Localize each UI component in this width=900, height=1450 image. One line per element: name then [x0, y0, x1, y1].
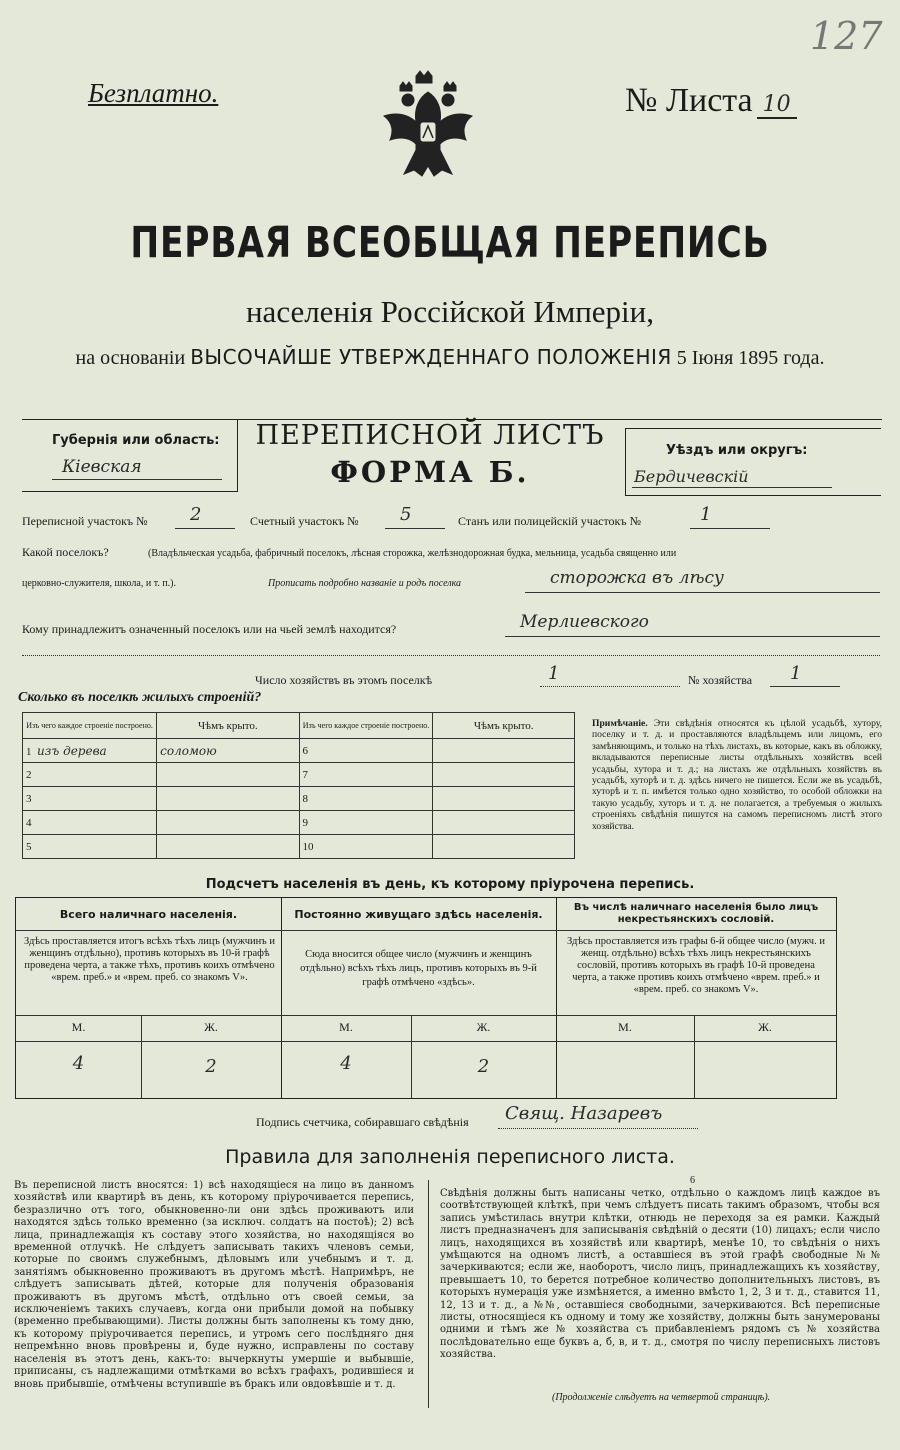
- page-mark: 6: [690, 1175, 695, 1186]
- uezd-value: Бердичевскій: [634, 467, 749, 486]
- sheet-number-label: № Листа: [625, 82, 753, 119]
- double-headed-eagle-icon: [378, 70, 478, 182]
- rules-divider: [428, 1180, 429, 1408]
- form-title: ПЕРЕПИСНОЙ ЛИСТЪ: [255, 420, 605, 451]
- col1-title: Всего наличнаго населенія.: [59, 908, 238, 921]
- buildings-note: Примѣчаніе. Эти свѣдѣнія относятся къ цѣлой усадьбѣ, хутору, поселку и т. д. и проставляются владѣльцемъ или лицомъ, его замѣняющимъ, и только на тѣхъ листахъ, въ которые, какъ въ обложку, вкладываются переписные листы отдѣльныхъ хозяйствъ всей усадьбы, хутора и т. д.; на листахъ же отдѣльныхъ хозяйствъ въ усадьбѣ, хуторѣ и т. д. здѣсь ничего не пишется. Если же въ усадьбѣ, хуторѣ и т. п. имѣется только одно хозяйство, то особой обложки на такую усадьбу, хуторъ и т. д. не полагается, а требуемыя о жилыхъ строеніяхъ свѣдѣнія пишутся на самомъ переписномъ листѣ этого хозяйства.: [592, 718, 883, 832]
- signature-value: Свящ. Назаревъ: [505, 1103, 663, 1124]
- table-row: 4: [23, 811, 157, 835]
- population-title: Подсчетъ населенія въ день, къ которому пріурочена перепись.: [205, 877, 695, 892]
- settlement-hint-3: Прописать подробно названіе и родъ поселка: [268, 578, 462, 589]
- m-label: М.: [618, 1020, 632, 1034]
- uezd-box: [625, 428, 881, 496]
- m-label: М.: [339, 1020, 353, 1034]
- permanent-m-value: 4: [340, 1053, 352, 1074]
- household-no-label: № хозяйства: [688, 673, 753, 687]
- rules-right: Свѣдѣнія должны быть написаны четко, отдѣльно о каждомъ лицѣ каждое въ соотвѣтствующей клѣткѣ, при чемъ слѣдуетъ писать такимъ образомъ, чтобы вся запись умѣстилась внутри клѣтки, отнюдь не переходя за ея рамки. Каждый листъ предназначенъ для записыванія свѣдѣній о десяти (10) лицахъ; если число лицъ, находящихся въ хозяйствѣ или квартирѣ, менѣе 10, то свѣдѣнія о нихъ умѣщаются на одномъ листѣ, а оставшіеся въ этой графѣ свободные №№ зачеркиваются; если же, наоборотъ, число лицъ, принадлежащихъ къ хозяйству, превышаетъ 10, то берется потребное количество дополнительныхъ листовъ, въ которыхъ нумерація уже измѣняется, а именно вмѣсто 1, 2, 3 и т. д., ставится 11, 12, 13 и т. д., а №№, оставшіеся свободными, зачеркиваются. Всѣ переписные листы, относящіеся къ одному и тому же хозяйству, должны быть занумерованы одними и тѣмъ же № хозяйства съ прибавленіемъ рядомъ съ № хозяйства послѣдовательно еще буквъ а, б, в, и т. д., смотря по числу переписныхъ листовъ хозяйства.: [440, 1188, 880, 1361]
- total-f-value: 2: [205, 1056, 217, 1077]
- settlement-value: сторожка въ лѣсу: [550, 568, 724, 588]
- household-no-value: 1: [790, 663, 802, 684]
- count-district-value: 5: [400, 504, 412, 525]
- rules-left: Въ переписной листъ вносятся: 1) всѣ находящіеся на лицо въ данномъ хозяйствѣ или квартирѣ въ день, къ которому пріурочивается перепись, безразлично отъ того, обыкновенно-ли они здѣсь проживаютъ или находятся здѣсь только временно (за исключ. солдатъ на постоѣ); 2) всѣ лица, принадлежащія къ составу этого хозяйства, но находящіяся во временной отлучкѣ. Не слѣдуетъ записывать такихъ членовъ семьи, которые по своимъ служебнымъ, дѣловымъ или учебнымъ и т. д. занятіямъ обыкновенно проживаютъ въ другомъ мѣстѣ. Напримѣръ, не слѣдуетъ записывать дѣтей, которые для полученія образованія проживаютъ въ другомъ мѣстѣ, отдѣльно отъ своей семьи, за исключеніемъ такихъ случаевъ, когда они прибыли домой на побывку (временно пребывающими). Листы должны быть заполнены къ тому дню, къ которому пріурочивается перепись, и утромъ сего послѣдняго дня непремѣнно вновь провѣрены и, буде нужно, исправлены по составу населенія въ этотъ день, какъ-то: вычеркнуты умершіе и выбывшіе, приписаны, съ надлежащими отмѣтками во всѣхъ графахъ, родившіеся и вновь прибывшіе, отмѣчены вступившіе въ бракъ или овдовѣвшіе и т. д.: [14, 1180, 414, 1390]
- table-row: 9: [299, 811, 433, 835]
- buildings-table: [22, 712, 575, 859]
- col-roof-left: Чѣмъ крыто.: [157, 713, 299, 739]
- table-row: 6: [299, 739, 433, 763]
- col2-title: Постоянно живущаго здѣсь населенія.: [294, 908, 543, 921]
- gubernia-box: [22, 419, 238, 492]
- col1-text: Здѣсь проставляется итогъ всѣхъ тѣхъ лицъ (мужчинъ и женщинъ отдѣльно), противъ которыхъ въ 10-й графѣ проведена черта, а также тѣхъ, противъ коихъ отмѣчено «врем. преб.» и «врем. преб. со знакомъ V».: [24, 936, 275, 983]
- col2-text: Сюда вносится общее число (мужчинъ и женщинъ отдѣльно) всѣхъ тѣхъ лицъ, противъ которыхъ въ 9-й графѣ отмѣчено «здѣсь».: [300, 949, 537, 988]
- form-subtitle: ФОРМА Б.: [330, 455, 530, 489]
- col-material-left: Изъ чего каждое строеніе построено.: [23, 713, 157, 739]
- settlement-hint: (Владѣльческая усадьба, фабричный поселокъ, лѣсная сторожка, желѣзнодорожная будка, мельница, усадьба священно или: [148, 548, 677, 559]
- rules-title: Правила для заполненія переписного листа.: [225, 1146, 675, 1168]
- gubernia-label: Губернія или область:: [52, 433, 220, 448]
- count-district-label: Счетный участокъ №: [250, 514, 359, 528]
- signature-label: Подпись счетчика, собиравшаго свѣдѣнія: [256, 1115, 469, 1129]
- police-district-label: Станъ или полицейскій участокъ №: [458, 514, 642, 528]
- police-district-value: 1: [700, 504, 712, 525]
- col3-title: Въ числѣ наличнаго населенія было лицъ некрестьянскихъ сословій.: [573, 902, 819, 925]
- sheet-number: [625, 82, 797, 120]
- col-roof-right: Чѣмъ крыто.: [433, 713, 575, 739]
- f-label: Ж.: [476, 1020, 491, 1034]
- f-label: Ж.: [758, 1020, 772, 1034]
- table-row: 3: [23, 787, 157, 811]
- households-label: Число хозяйствъ въ этомъ поселкѣ: [255, 673, 433, 687]
- owner-value: Мерлиевского: [520, 612, 649, 632]
- census-district-label: Переписной участокъ №: [22, 514, 148, 528]
- free-label: Безплатно.: [88, 78, 219, 108]
- table-row: 8: [299, 787, 433, 811]
- population-table: [15, 897, 837, 1099]
- gubernia-value: Кіевская: [62, 457, 142, 477]
- permanent-f-value: 2: [477, 1056, 490, 1077]
- buildings-label: Сколько въ поселкѣ жилыхъ строеній?: [18, 690, 262, 705]
- uezd-label: Уѣздъ или округъ:: [666, 443, 808, 458]
- settlement-label: Какой поселокъ?: [22, 545, 109, 559]
- continued-note: (Продолженіе слѣдуетъ на четвертой страницѣ).: [552, 1392, 771, 1403]
- col-material-right: Изъ чего каждое строеніе построено.: [299, 713, 433, 739]
- m-label: М.: [71, 1020, 86, 1034]
- f-label: Ж.: [204, 1020, 218, 1034]
- archive-number: 127: [810, 14, 883, 58]
- households-value: 1: [548, 663, 560, 684]
- owner-label: Кому принадлежитъ означенный поселокъ или на чьей землѣ находится?: [22, 622, 397, 636]
- col3-text: Здѣсь проставляется изъ графы 6-й общее число (мужч. и женщ. отдѣльно) всѣхъ тѣхъ лицъ некрестьянскихъ сословій, противъ которыхъ въ графѣ 10-й проведена черта, а также противъ коихъ отмѣчено «врем. преб.» и «врем. преб. со знакомъ V».: [567, 936, 825, 995]
- total-m-value: 4: [72, 1053, 85, 1074]
- basis-line: на основаніи ВЫСОЧАЙШЕ УТВЕРЖДЕННАГО ПОЛОЖЕНІЯ 5 Іюня 1895 года.: [75, 345, 825, 369]
- table-row: 2: [23, 763, 157, 787]
- census-district-value: 2: [190, 504, 202, 525]
- table-row: 10: [299, 835, 433, 859]
- roof-cell: соломою: [157, 739, 299, 763]
- table-row: 5: [23, 835, 157, 859]
- table-row: 1 изъ дерева: [23, 739, 157, 763]
- subtitle: населенія Россійской Имперіи,: [245, 294, 655, 329]
- main-title: ПЕРВАЯ ВСЕОБЩАЯ ПЕРЕПИСЬ: [130, 218, 770, 268]
- sheet-number-value: 10: [757, 92, 797, 119]
- table-row: 7: [299, 763, 433, 787]
- settlement-hint-2: церковно-служителя, школа, и т. п.).: [22, 578, 176, 589]
